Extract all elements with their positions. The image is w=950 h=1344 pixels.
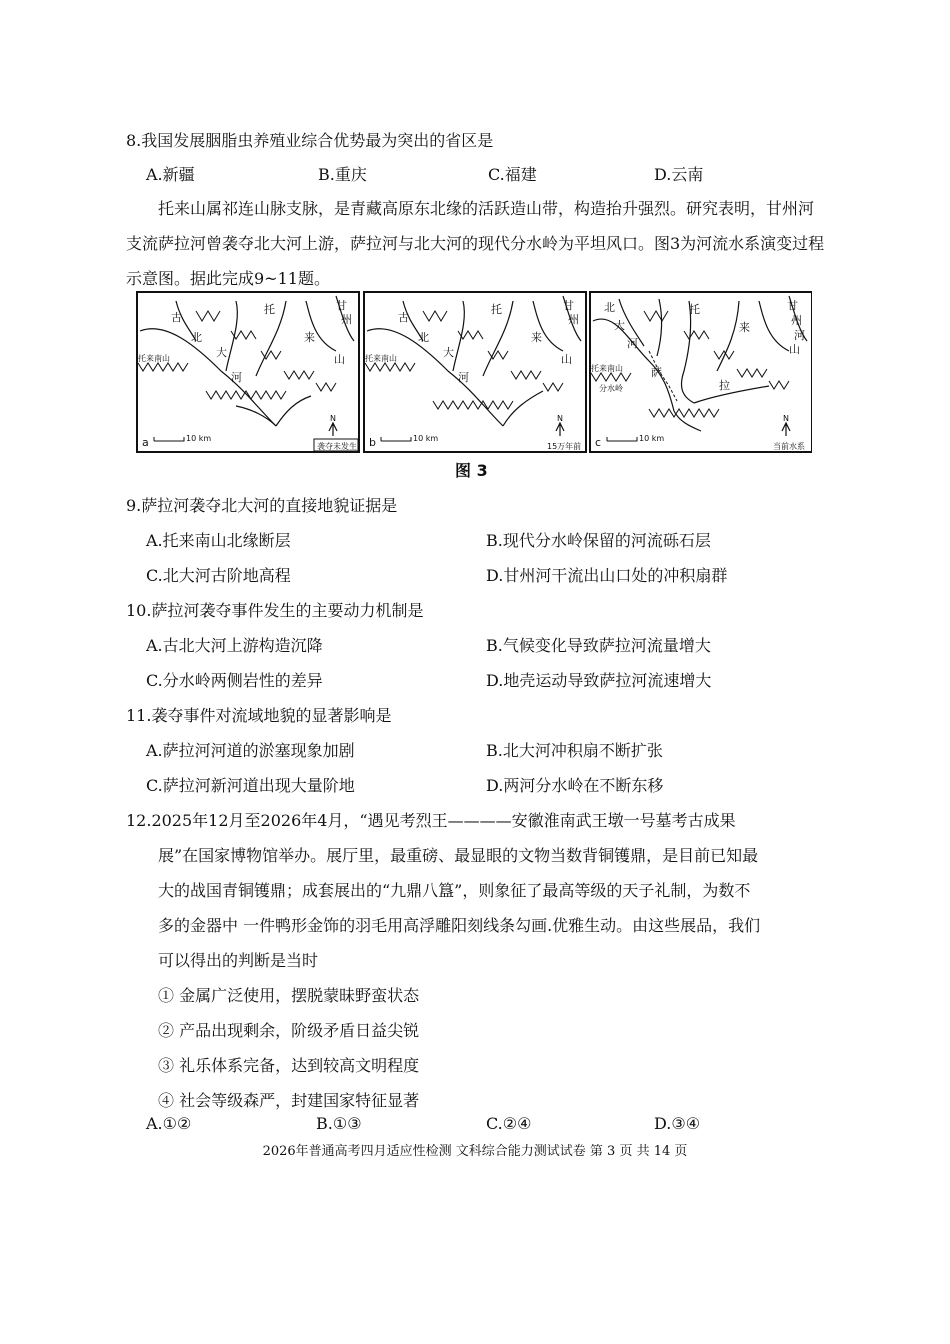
q12-option-b: B.①③ [316,1114,362,1133]
stage-label-b: 15万年前 [547,442,582,451]
figure-3-maps [136,291,812,453]
panel-b [364,292,586,452]
q9-stem: 9.萨拉河袭夺北大河的直接地貌证据是 [126,496,398,515]
q10-option-d: D.地壳运动导致萨拉河流速增大 [486,671,712,690]
q12-stem-line-2: 展”在国家博物馆举办。展厅里，最重磅、最显眼的文物当数背铜镬鼎，是目前已知最 [158,846,759,865]
svg-text:a: a [142,436,149,449]
q12-stem-line-5: 可以得出的判断是当时 [158,951,319,970]
q12-option-c: C.②④ [486,1114,532,1133]
label-tuolainanshan-c: 托来南山 [591,364,623,373]
q10-option-a: A.古北大河上游构造沉降 [146,636,323,655]
label-bei-b: 北 [418,331,429,344]
svg-text:N: N [557,414,563,423]
q10-stem: 10.萨拉河袭夺事件发生的主要动力机制是 [126,601,424,620]
north-arrow-b [556,414,564,436]
q9-option-b: B.现代分水岭保留的河流砾石层 [486,531,711,550]
label-fenshui-c: 分水岭 [599,384,623,393]
page-footer: 2026年普通高考四月适应性检测 文科综合能力测试试卷 第 3 页 共 14 页 [262,1144,688,1159]
label-bei-a: 北 [191,331,202,344]
scale-bar-c [595,434,664,449]
label-he-c: 河 [627,337,638,350]
label-gan-c: 甘 [787,299,798,312]
label-lai-b: 来 [531,331,542,344]
label-gu-a: 古 [171,311,182,324]
svg-text:10 km: 10 km [186,434,212,443]
stage-label-c: 当前水系 [773,442,805,451]
label-tuolainanshan-b: 托来南山 [365,354,397,363]
svg-text:N: N [330,414,336,423]
svg-text:10 km: 10 km [639,434,665,443]
q12-option-d: D.③④ [654,1114,701,1133]
label-shan-a: 山 [334,353,345,366]
q9-option-a: A.托来南山北缘断层 [146,531,291,550]
intro-paragraph [126,191,826,296]
north-arrow-c [782,414,790,436]
stage-label-a: 袭夺未发生 [317,442,357,451]
q11-option-c: C.萨拉河新河道出现大量阶地 [146,776,355,795]
label-gan-a: 甘 [336,299,347,312]
label-shan-c: 山 [789,343,800,356]
svg-text:10 km: 10 km [413,434,439,443]
label-tuo-b: 托 [491,303,502,316]
label-tuo-c: 托 [689,303,700,316]
label-tuolainanshan-a: 托来南山 [138,354,170,363]
svg-text:N: N [783,414,789,423]
q12-stem-line-1: 12.2025年12月至2026年4月，“遇见考烈王————安徽淮南武王墩一号墓考古成果 [126,811,736,830]
label-zhou-a: 州 [341,313,352,326]
q12-statement-1: ① 金属广泛使用，摆脱蒙昧野蛮状态 [158,986,420,1005]
q10-option-c: C.分水岭两侧岩性的差异 [146,671,323,690]
q10-option-b: B.气候变化导致萨拉河流量增大 [486,636,711,655]
label-zhou-c: 州 [791,314,802,327]
scale-bar-a [142,434,211,449]
label-zhou-b: 州 [568,313,579,326]
label-tuo-a: 托 [264,303,275,316]
svg-text:c: c [595,436,602,449]
q12-option-a: A.①② [146,1114,192,1133]
q8-option-a: A.新疆 [146,165,195,184]
label-bei-c: 北 [604,301,615,314]
label-da-b: 大 [443,346,454,359]
svg-text:b: b [369,436,376,449]
q12-stem-line-4: 多的金器中 一件鸭形金饰的羽毛用高浮雕阳刻线条勾画.优雅生动。由这些展品，我们 [158,916,761,935]
label-he2-c: 河 [794,329,805,342]
north-arrow-a [329,414,337,436]
q9-option-c: C.北大河古阶地高程 [146,566,291,585]
label-da-a: 大 [216,346,227,359]
label-he-a: 河 [231,371,242,384]
q9-option-d: D.甘州河干流出山口处的冲积扇群 [486,566,728,585]
label-la-c: 拉 [719,379,730,392]
q8-option-c: C.福建 [488,165,537,184]
q11-stem: 11.袭夺事件对流域地貌的显著影响是 [126,706,392,725]
intro-text: 托来山属祁连山脉支脉，是青藏高原东北缘的活跃造山带，构造抬升强烈。研究表明，甘州河支流萨拉河曾袭夺北大河上游，萨拉河与北大河的现代分水岭为平坦风口。图3为河流水系演变过程示意图。据此完成9~11题。 [126,199,825,288]
q8-stem: 8.我国发展胭脂虫养殖业综合优势最为突出的省区是 [126,131,494,150]
q12-statement-2: ② 产品出现剩余，阶级矛盾日益尖锐 [158,1021,420,1040]
label-he-b: 河 [458,371,469,384]
q8-option-b: B.重庆 [318,165,367,184]
q11-option-b: B.北大河冲积扇不断扩张 [486,741,663,760]
q11-option-d: D.两河分水岭在不断东移 [486,776,664,795]
label-gu-b: 古 [398,311,409,324]
river-evolution-diagram [136,291,812,453]
label-shan-b: 山 [561,353,572,366]
q11-option-a: A.萨拉河河道的淤塞现象加剧 [146,741,355,760]
figure-caption: 图 3 [455,461,488,480]
scale-bar-b [369,434,438,449]
label-sha-c: 萨 [651,366,662,379]
q12-statement-4: ④ 社会等级森严，封建国家特征显著 [158,1091,420,1110]
q8-option-d: D.云南 [654,165,704,184]
label-da-c: 大 [614,319,625,332]
panel-c [590,292,812,452]
label-gan-b: 甘 [563,299,574,312]
q12-block [126,803,830,1118]
panel-a [137,292,359,452]
q12-stem-line-3: 大的战国青铜镬鼎；成套展出的“九鼎八簋”，则象征了最高等级的天子礼制，为数不 [158,881,751,900]
q12-statement-3: ③ 礼乐体系完备，达到较高文明程度 [158,1056,420,1075]
label-lai-c: 来 [739,321,750,334]
label-lai-a: 来 [304,331,315,344]
